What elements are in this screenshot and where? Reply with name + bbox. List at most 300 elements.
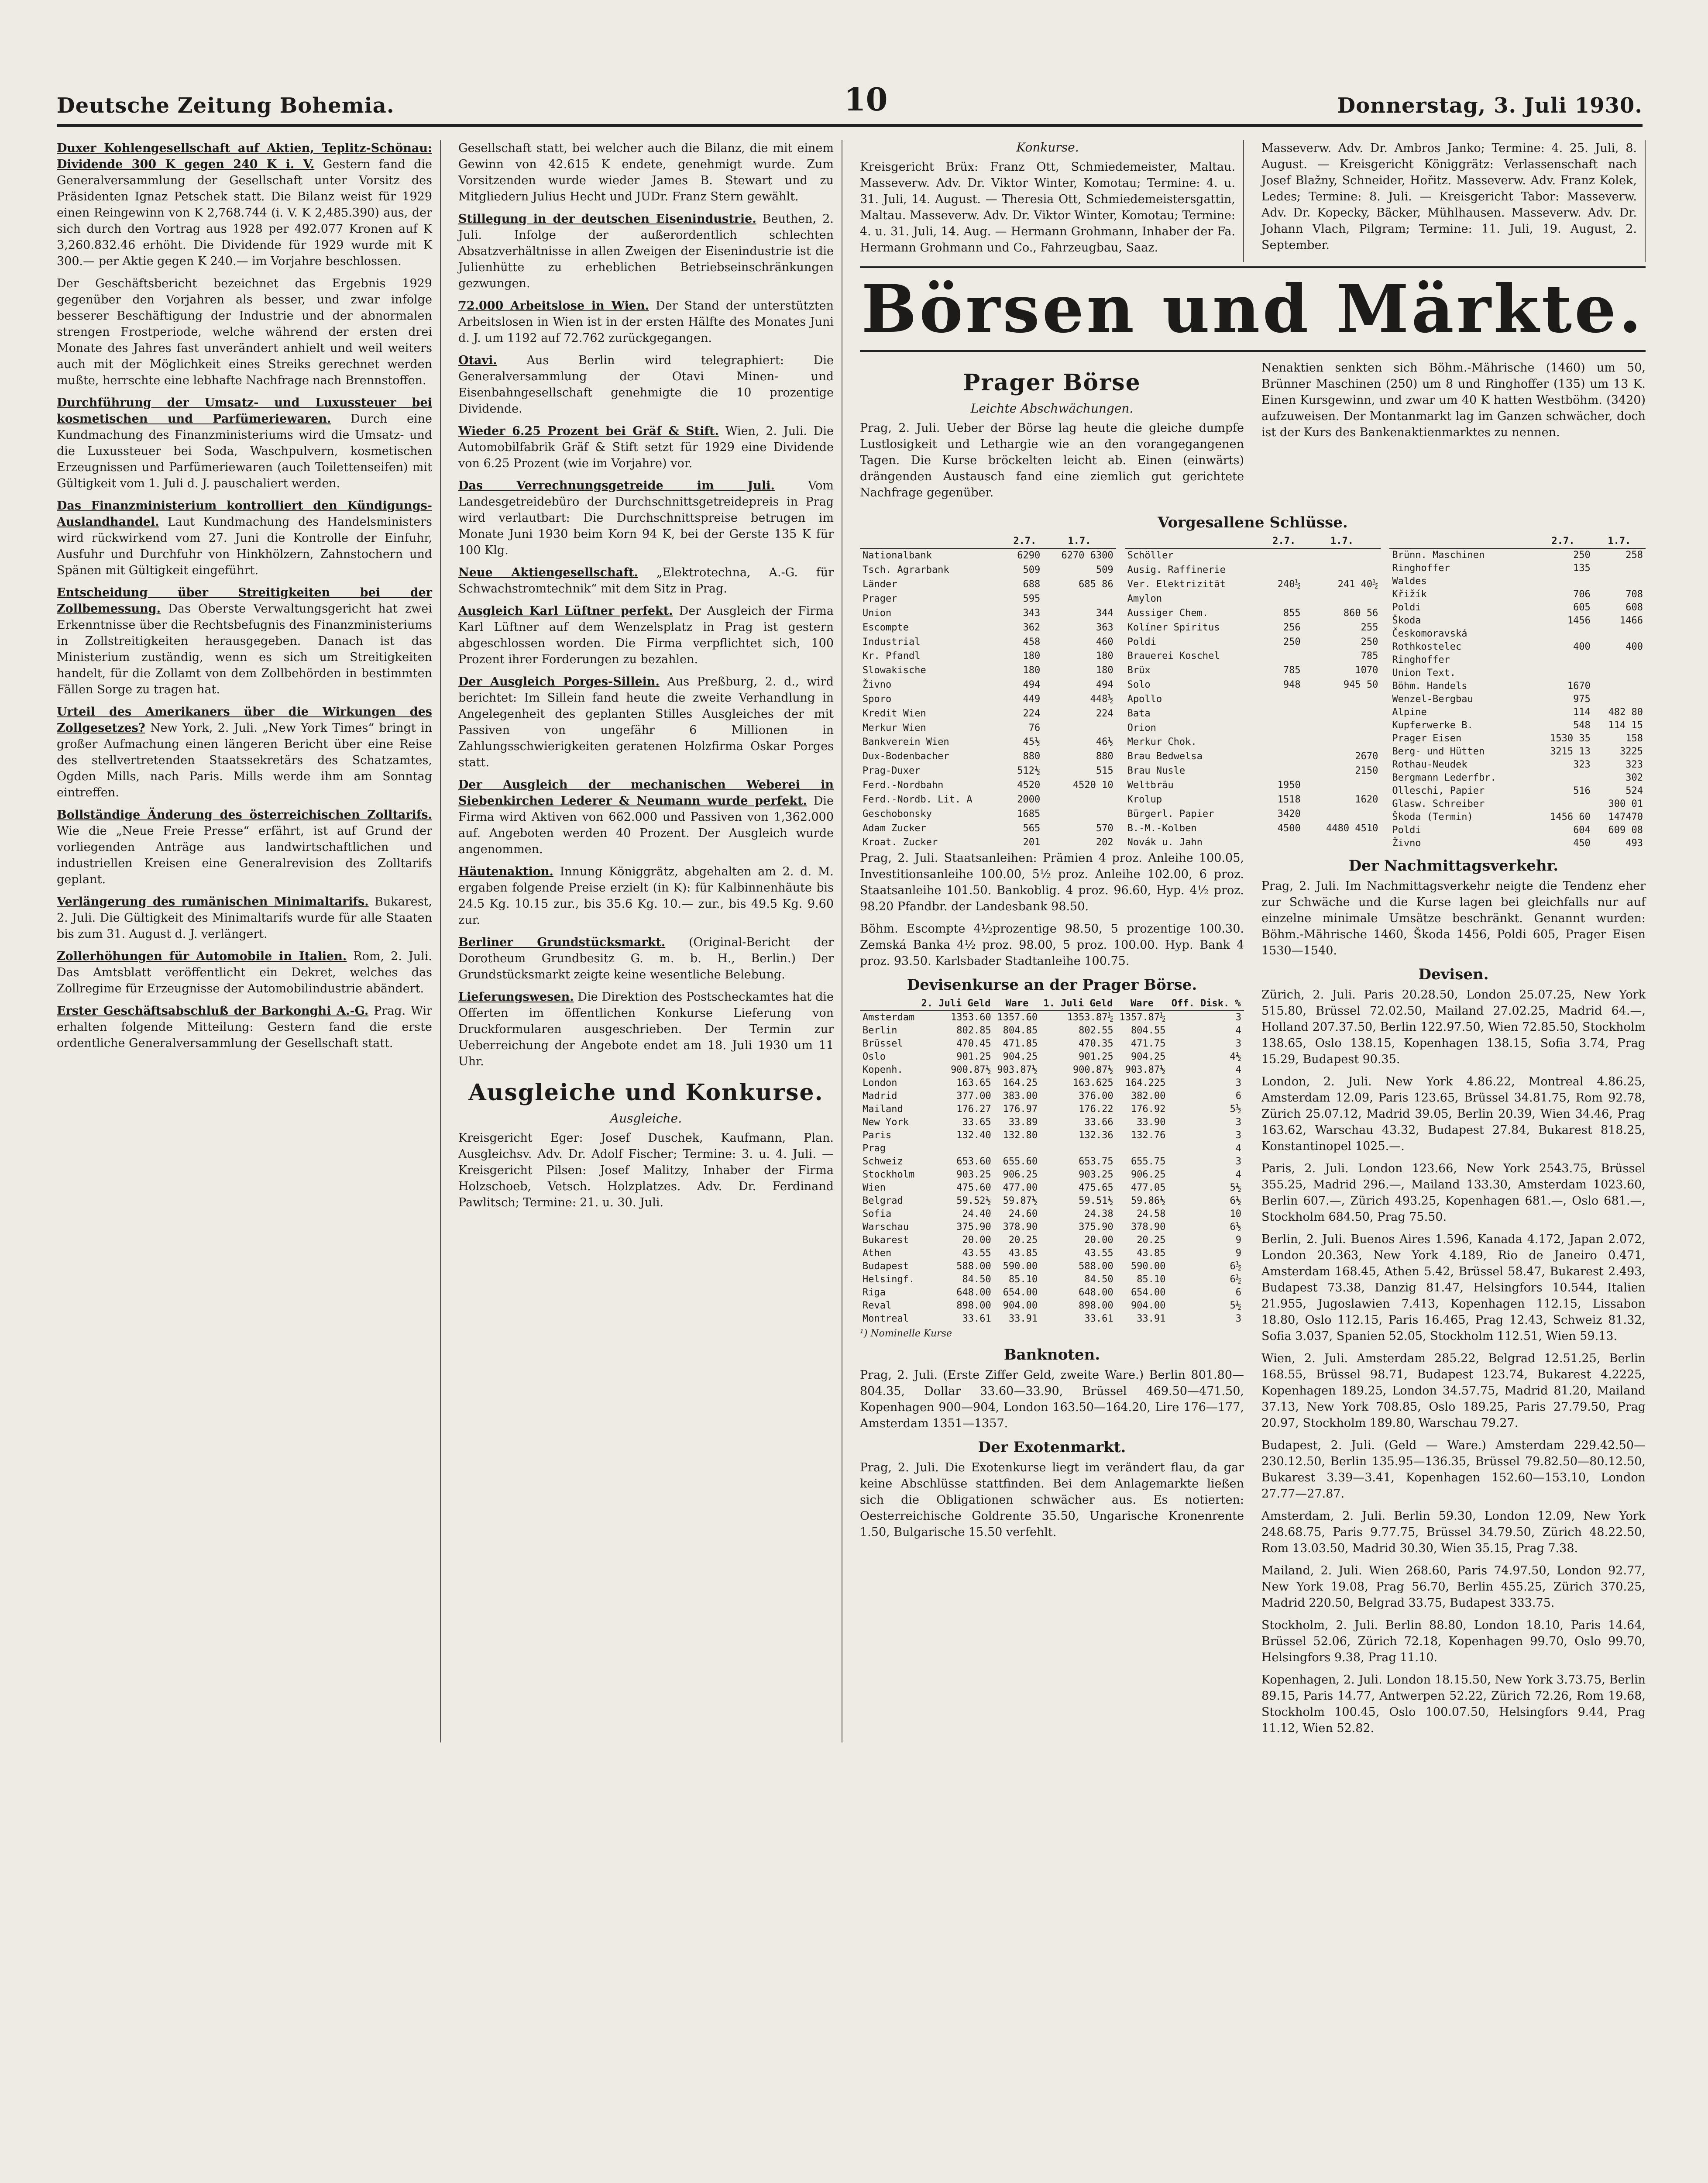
table-row — [860, 1116, 1244, 1129]
article-body: Budapest, 2. Juli. (Geld — Ware.) Amsterdam 229.42.50—230.12.50, Berlin 135.95—136.35, Brüssel 79.82.50—80.12.50, Bukarest 3.39—3.41, Kopenhagen 152.60—153.10, London 27.77—27.87. — [1261, 1439, 1646, 1501]
table-header-cell: Ware — [994, 997, 1040, 1011]
table-cell: 975 — [1573, 694, 1591, 705]
article — [57, 894, 432, 942]
column-4-top — [1261, 140, 1646, 262]
table-row — [1389, 588, 1646, 601]
article — [458, 423, 834, 472]
table-row — [860, 1273, 1244, 1286]
table-cell: 654.00 — [1131, 1287, 1166, 1298]
table-cell: 655.75 — [1131, 1156, 1166, 1167]
devisen-table — [860, 997, 1244, 1326]
table-cell: Wien — [863, 1182, 886, 1193]
table-cell: 76 — [1028, 722, 1041, 733]
table-cell — [1533, 667, 1593, 680]
article — [458, 298, 834, 346]
article — [57, 704, 432, 801]
table-row — [860, 620, 1116, 635]
table-cell — [1303, 836, 1381, 850]
table-cell: 258 — [1626, 550, 1643, 561]
table-cell: 362 — [1023, 622, 1041, 633]
table-cell: 114 — [1573, 707, 1591, 718]
table-cell: Mailand — [863, 1104, 903, 1115]
table-cell: Ausig. Raffinerie — [1127, 565, 1226, 576]
article-body: „Elektrotechna, A.-G. für Schwachstromtechnik“ mit dem Sitz in Prag. — [458, 566, 834, 596]
table-cell: 164.25 — [1003, 1078, 1038, 1088]
table-row — [1125, 649, 1381, 664]
table-cell: 6290 — [1017, 550, 1041, 561]
table-row — [1389, 680, 1646, 693]
table-cell: 250 — [1361, 636, 1378, 647]
article-headline: Häutenaktion. — [458, 865, 553, 878]
article-headline: Duxer Kohlengesellschaft auf Aktien, Teplitz-Schönau: Dividende 300 K gegen 240 K i. V. — [57, 141, 432, 171]
table-row — [1125, 578, 1381, 592]
table-row — [860, 1077, 1244, 1090]
prager-boerse-title: Prager Börse — [963, 369, 1141, 396]
table-cell: 4500 — [1277, 823, 1301, 834]
table-cell: B.-M.-Kolben — [1127, 823, 1197, 834]
table-cell: 1456 60 — [1550, 812, 1591, 823]
table-cell: 570 — [1096, 823, 1113, 834]
table-cell: Novák u. Jahn — [1127, 837, 1203, 848]
article — [57, 498, 432, 578]
table-cell: 460 — [1096, 636, 1113, 647]
table-row — [860, 1195, 1244, 1208]
article-headline: Das Finanzministerium kontrolliert den Kündigungs-Auslandhandel. — [57, 499, 432, 529]
article-headline: Stillegung in der deutschen Eisenindustrie. — [458, 212, 756, 226]
article-body: Prag, 2. Juli. Die Exotenkurse liegt im verändert flau, da gar keine Abschlüsse stattfinden. Bei dem Anlagemarkte ließen sich die Obligationen schwächer aus. Es notierten: Oesterreichische Goldrente 35.50, Ungarische Kronenrente 1.50, Bulgarische 15.50 verfehlt. — [860, 1461, 1244, 1539]
table-cell: 5½ — [1230, 1300, 1241, 1311]
page-columns — [57, 140, 1646, 1742]
table-cell: 20.00 — [962, 1235, 991, 1246]
table-header-cell — [860, 535, 1007, 548]
article-body: Zürich, 2. Juli. Paris 20.28.50, London 25.07.25, New York 515.80, Brüssel 72.02.50, Mailand 27.02.25, Madrid 64.—, Holland 207.37.50, Berlin 122.97.50, Wien 72.85.50, Stockholm 138.65, Oslo 138.15, Kopenhagen 138.15, Sofia 3.74, Prag 15.29, Budapest 90.35. — [1261, 988, 1646, 1066]
table-cell: 84.50 — [962, 1274, 991, 1285]
table-cell: 655.60 — [1003, 1156, 1038, 1167]
issue-date: Donnerstag, 3. Juli 1930. — [1337, 93, 1643, 118]
table-cell: 515 — [1096, 765, 1113, 777]
table-row — [1125, 807, 1381, 821]
table-cell: 250 — [1283, 636, 1301, 647]
table-row — [1389, 785, 1646, 798]
page-number: 10 — [844, 81, 888, 118]
table-cell: 3 — [1235, 1012, 1241, 1023]
table-cell: Athen — [863, 1248, 892, 1259]
table-cell — [1593, 680, 1646, 693]
section-banner: Börsen und Märkte. — [860, 266, 1646, 352]
table-row — [860, 578, 1116, 592]
article-headline: Bollständige Änderung des österreichischen Zolltarifs. — [57, 808, 432, 822]
table-cell: 608 — [1626, 602, 1643, 613]
article-body: Rom, 2. Juli. Das Amtsblatt veröffentlicht ein Dekret, welches das Zollregime für Erzeugnisse der Automobilindustrie abändert. — [57, 950, 433, 995]
table-cell: Adam Zucker — [863, 823, 926, 834]
table-row — [1125, 692, 1381, 707]
table-cell: Schöller — [1127, 550, 1174, 561]
table-row — [860, 1286, 1244, 1299]
article-body: Mailand, 2. Juli. Wien 268.60, Paris 74.97.50, London 92.77, New York 19.08, Prag 56.70, Berlin 455.25, Zürich 370.25, Madrid 220.50, Belgrad 33.75, Budapest 333.75. — [1261, 1564, 1646, 1610]
table-cell: 24.58 — [1137, 1209, 1166, 1219]
table-cell: Kroat. Zucker — [863, 837, 938, 848]
table-cell: 3 — [1235, 1130, 1241, 1141]
table-cell: 363 — [1096, 622, 1113, 633]
article — [458, 352, 834, 417]
table-row — [1125, 836, 1381, 850]
vorgesallene-tables — [860, 535, 1646, 850]
table-row — [1389, 693, 1646, 706]
table-cell: 20.25 — [1137, 1235, 1166, 1246]
table-cell: 524 — [1626, 785, 1643, 796]
table-cell: 4480 4510 — [1326, 823, 1378, 834]
table-cell: 653.60 — [956, 1156, 991, 1167]
article — [57, 948, 432, 997]
table-cell: 653.75 — [1079, 1156, 1113, 1167]
banknoten-title: Banknoten. — [1003, 1346, 1100, 1364]
table-cell: 378.90 — [1131, 1222, 1166, 1233]
table-cell: Brünn. Maschinen — [1392, 550, 1485, 561]
table-cell: 3 — [1235, 1078, 1241, 1088]
article-body: Kopenhagen, 2. Juli. London 18.15.50, New York 3.73.75, Berlin 89.15, Paris 14.77, Antwerpen 52.22, Zürich 72.26, Rom 19.68, Stockholm 100.45, Oslo 100.07.50, Helsingfors 9.44, Prag 11.12, Wien 52.82. — [1261, 1673, 1646, 1735]
table-cell: 376.00 — [1079, 1091, 1113, 1102]
table-row — [1125, 563, 1381, 578]
article-body: Gesellschaft statt, bei welcher auch die Bilanz, die mit einem Gewinn von 42.615 K endete, genehmigt wurde. Zum Vorsitzenden wurde wieder James B. Stewart und zu Mitgliedern Julius Hecht und JUDr. Franz Stern gewählt. — [458, 141, 834, 203]
table-row — [1389, 811, 1646, 824]
table-cell: 945 50 — [1343, 679, 1378, 691]
article-body: Wien, 2. Juli. Amsterdam 285.22, Belgrad 12.51.25, Berlin 168.55, Brüssel 98.71, Budapest 123.74, Bukarest 4.2225, Kopenhagen 189.25, London 34.57.75, Madrid 81.20, Mailand 37.13, New York 708.85, Oslo 189.25, Paris 27.79.50, Prag 20.97, Stockholm 189.80, Warschau 79.27. — [1261, 1352, 1646, 1430]
table-cell: 2000 — [1017, 794, 1041, 805]
article-body: New York, 2. Juli. „New York Times“ bringt in großer Aufmachung einen längeren Bericht über eine Reise des stellvertretenden Staatssekretärs des Schatzamtes, Ogden Mills, nach Paris. Mills werde ihm am Sonntag eintreffen. — [57, 721, 432, 799]
table-cell: Rothau-Neudek — [1392, 759, 1467, 770]
table-cell: 132.36 — [1079, 1130, 1113, 1141]
table-header-cell — [1389, 535, 1533, 548]
table-cell: Waldes — [1392, 576, 1427, 587]
table-row — [1125, 606, 1381, 620]
table-cell: Amylon — [1127, 593, 1162, 605]
table-header-cell: 1. Juli Geld — [1040, 997, 1116, 1011]
table-cell: 400 — [1573, 641, 1591, 652]
table-cell: 33.91 — [1137, 1313, 1166, 1324]
table-cell: 1670 — [1567, 681, 1591, 692]
table-cell: London — [863, 1078, 897, 1088]
table-cell: 1357.87½ — [1119, 1012, 1166, 1023]
article — [57, 807, 432, 888]
table-cell: 224 — [1096, 708, 1113, 719]
table-cell: 1530 35 — [1550, 733, 1591, 744]
table-row — [1389, 562, 1646, 575]
table-cell: 1685 — [1017, 808, 1041, 819]
table-row — [1389, 758, 1646, 771]
table-cell — [1593, 667, 1646, 680]
table-cell: 1518 — [1277, 794, 1301, 805]
table-cell: 898.00 — [1079, 1300, 1113, 1311]
table-cell: 903.87½ — [997, 1064, 1038, 1075]
table-cell: Kredit Wien — [863, 708, 926, 719]
table-cell: Riga — [863, 1287, 886, 1298]
table-cell: 180 — [1096, 651, 1113, 662]
table-cell: 224 — [1023, 708, 1041, 719]
table-cell: 59.52½ — [956, 1195, 991, 1206]
table-cell — [1533, 654, 1593, 667]
table-cell: 1620 — [1355, 794, 1378, 805]
table-row — [860, 635, 1116, 649]
table-header-cell: Ware — [1116, 997, 1168, 1011]
table-cell: Rothkostelec — [1392, 641, 1462, 652]
table-cell: 4520 10 — [1072, 780, 1113, 791]
table-cell: Merkur Chok. — [1127, 737, 1197, 748]
table-cell: Sofia — [863, 1209, 892, 1219]
table-cell: 176.92 — [1131, 1104, 1166, 1115]
table-row — [860, 778, 1116, 793]
table-cell: 785 — [1361, 651, 1378, 662]
table-header-cell: Off. Disk. % — [1168, 997, 1244, 1011]
table-cell: Oslo — [863, 1051, 886, 1062]
table-cell: 6½ — [1230, 1261, 1241, 1272]
table-cell — [1303, 548, 1381, 563]
table-cell: Bergmann Lederfbr. — [1392, 772, 1496, 783]
newspaper-name: Deutsche Zeitung Bohemia. — [57, 93, 395, 118]
table-cell: 250 — [1573, 550, 1591, 561]
table-cell: Warschau — [863, 1222, 909, 1233]
table-row — [1125, 792, 1381, 807]
article — [458, 777, 834, 857]
article — [57, 395, 432, 492]
table-cell: 471.75 — [1131, 1038, 1166, 1049]
table-cell: 804.85 — [1003, 1025, 1038, 1036]
table-cell: 84.50 — [1084, 1274, 1113, 1285]
table-cell: 323 — [1573, 759, 1591, 770]
table-row — [1125, 721, 1381, 735]
table-cell: 256 — [1283, 622, 1301, 633]
table-row — [860, 678, 1116, 692]
table-row — [1389, 627, 1646, 640]
table-cell: 382.00 — [1131, 1091, 1166, 1102]
table-cell: 85.10 — [1137, 1274, 1166, 1285]
table-cell: Stockholm — [863, 1169, 915, 1180]
markets-right-lower — [1261, 850, 1646, 1742]
table-cell: 493 — [1626, 838, 1643, 849]
table-cell: 202 — [1096, 837, 1113, 848]
table-header-cell: 2.7. — [1265, 535, 1303, 548]
table-cell: Amsterdam — [863, 1012, 915, 1023]
table-cell: 180 — [1096, 665, 1113, 676]
article-headline: Der Ausgleich Porges-Sillein. — [458, 675, 660, 689]
table-cell — [1265, 836, 1303, 850]
table-cell: 343 — [1023, 607, 1041, 619]
table-cell: 470.35 — [1079, 1038, 1113, 1049]
table-cell — [994, 1142, 1040, 1155]
article-headline: Neue Aktiengesellschaft. — [458, 566, 638, 579]
table-row — [860, 1299, 1244, 1312]
table-row — [1125, 592, 1381, 606]
table-row — [1125, 735, 1381, 750]
table-cell — [1533, 798, 1593, 811]
markets-left — [860, 360, 1244, 507]
table-cell: Helsingf. — [863, 1274, 915, 1285]
table-cell — [1043, 792, 1116, 807]
table-cell: 6 — [1235, 1287, 1241, 1298]
article-body: Amsterdam, 2. Juli. Berlin 59.30, London 12.09, New York 248.68.75, Paris 9.77.75, Brüssel 34.79.50, Zürich 48.22.50, Rom 13.03.50, Madrid 30.30, Wien 35.15, Prag 7.38. — [1261, 1509, 1646, 1555]
table-row — [860, 1090, 1244, 1103]
article-headline: Der Ausgleich der mechanischen Weberei in Siebenkirchen Lederer & Neumann wurde perfekt. — [458, 778, 834, 808]
table-cell: 1353.60 — [951, 1012, 991, 1023]
table-row — [860, 735, 1116, 750]
article — [57, 585, 432, 698]
table-cell: Bankverein Wien — [863, 737, 949, 748]
table-row — [860, 792, 1116, 807]
table-row — [1389, 745, 1646, 758]
table-cell: Berg- und Hütten — [1392, 746, 1485, 757]
article-body: Prag, 2. Juli. Staatsanleihen: Prämien 4 proz. Anleihe 100.05, Investitionsanleihe 100.00, 5½ proz. Anleihe 102.00, 6 proz. Staatsanleihe 101.50. Bankoblig. 4 proz. 96.60, Hyp. 4½ proz. 98.20 Pfandbr. der Landesbank 98.50. — [860, 851, 1244, 913]
table-cell: 708 — [1626, 589, 1643, 600]
column-2 — [458, 140, 842, 1742]
article-headline: Berliner Grundstücksmarkt. — [458, 936, 666, 949]
table-row — [1125, 778, 1381, 793]
article-body: Prag, 2. Juli. Im Nachmittagsverkehr neigte die Tendenz eher zur Schwäche und die Kurse lagen bei gleichfalls nur auf einzelne minimale Umsätze beschränkt. Genannt wurden: Böhm.-Mährische 1460, Škoda 1456, Poldi 605, Prager Eisen 1530—1540. — [1261, 879, 1646, 957]
table-row — [860, 706, 1116, 721]
table-header-cell: 2.7. — [1533, 535, 1593, 548]
table-cell: Škoda — [1392, 615, 1421, 626]
table-cell: Nationalbank — [863, 550, 932, 561]
table-cell: 3225 — [1620, 746, 1643, 757]
table-cell — [1303, 592, 1381, 606]
table-cell: 201 — [1023, 837, 1041, 848]
table-cell: Bata — [1127, 708, 1151, 719]
table-cell: 33.91 — [1008, 1313, 1038, 1324]
table-cell: 685 86 — [1079, 579, 1113, 590]
table-cell: Ver. Elektrizität — [1127, 579, 1226, 590]
article-headline: 72.000 Arbeitslose in Wien. — [458, 299, 649, 313]
table-cell — [1043, 721, 1116, 735]
table-row — [1389, 719, 1646, 732]
article-body: Bukarest, 2. Juli. Die Gültigkeit des Minimaltarifs wurde für alle Staaten bis zum 31. August d. J. verlängert. — [57, 895, 432, 941]
article-headline: Erster Geschäftsabschluß der Barkonghi A.-G. — [57, 1004, 369, 1018]
table-cell: Escompte — [863, 622, 909, 633]
article — [458, 603, 834, 668]
table-cell: 2150 — [1355, 765, 1378, 777]
table-cell: 1466 — [1620, 615, 1643, 626]
vorgesallene-title: Vorgesallene Schlüsse. — [1158, 514, 1348, 531]
article-body: Gestern fand die Generalversammlung der Gesellschaft unter Vorsitz des Präsidenten Ignaz Petschek statt. Die Bilanz weist für 1929 einen Reingewinn von K 2,768.744 (i. V. K 2,485.390) aus, der sich durch den Vortrag aus 1928 per 492.077 Kronen auf K 3,260.832.46 erhöht. Die Dividende für 1929 wurde mit K 300.— per Aktie gegen K 240.— im Vorjahre beschlossen. — [57, 158, 433, 268]
table-cell: 605 — [1573, 602, 1591, 613]
table-cell: 4 — [1235, 1064, 1241, 1075]
table-cell: 470.45 — [956, 1038, 991, 1049]
devisenkurse-title: Devisenkurse an der Prager Börse. — [907, 976, 1197, 994]
article-headline: Das Verrechnungsgetreide im Juli. — [458, 479, 775, 492]
table-cell — [1593, 562, 1646, 575]
table-cell: 860 56 — [1343, 607, 1378, 619]
table-header-cell: 2.7. — [1007, 535, 1043, 548]
table-row — [860, 1142, 1244, 1155]
article-body: Innung Königgrätz, abgehalten am 2. d. M. ergaben folgende Preise erzielt (in K): für Kalbinnenhäute bis 24.5 Kg. 10.15 zur., bis 35.6 Kg. 10.— zur., bis 49.5 Kg. 9.60 zur. — [458, 865, 834, 927]
article-headline: Ausgleich Karl Lüftner perfekt. — [458, 604, 673, 618]
table-cell: 240½ — [1277, 579, 1301, 590]
table-cell: 494 — [1096, 679, 1113, 691]
article-headline: Zollerhöhungen für Automobile in Italien. — [57, 950, 347, 963]
table-cell: 903.25 — [1079, 1169, 1113, 1180]
table-cell: Kr. Pfandl — [863, 651, 921, 662]
table-cell: 6½ — [1230, 1195, 1241, 1206]
table-cell: 46½ — [1096, 737, 1113, 748]
table-cell — [1533, 575, 1593, 588]
table-cell: Ferd.-Nordbahn — [863, 780, 944, 791]
table-cell: 548 — [1573, 720, 1591, 731]
table-cell: Aussiger Chem. — [1127, 607, 1209, 619]
table-cell: 59.86½ — [1131, 1195, 1166, 1206]
article — [458, 864, 834, 928]
table-row — [1125, 706, 1381, 721]
table-cell: Prager — [863, 593, 897, 605]
table-cell: 512½ — [1017, 765, 1041, 777]
table-cell: Madrid — [863, 1091, 897, 1102]
table-cell — [1265, 750, 1303, 764]
table-row — [860, 606, 1116, 620]
table-cell: Sporo — [863, 693, 892, 705]
article-headline: Verlängerung des rumänischen Minimaltarifs. — [57, 895, 369, 909]
table-cell: Ringhoffer — [1392, 563, 1450, 574]
table-cell: Kupferwerke B. — [1392, 720, 1473, 731]
table-row — [860, 1024, 1244, 1037]
article-body: Laut Kundmachung des Handelsministers wird rückwirkend vom 27. Juni die Kontrolle der Einfuhr, Ausfuhr und Durchfuhr von Hinkhölzern, Zahnstochern und Spänen mit Gültigkeit eingeführt. — [57, 515, 432, 577]
table-cell — [1043, 592, 1116, 606]
table-header-cell: 1.7. — [1303, 535, 1381, 548]
table-row — [860, 1155, 1244, 1168]
table-cell: 648.00 — [1079, 1287, 1113, 1298]
article-body: Nenaktien senkten sich Böhm.-Mährische (1460) um 50, Brünner Maschinen (250) um 8 und Ringhoffer (135) um 13 K. Einen Kursgewinn, und zwar um 40 K hatten Westböhm. (3420) aufzuweisen. Der Montanmarkt lag im Ganzen schwächer, doch ist der Kurs des Bankenaktienmarktes zu nennen. — [1261, 361, 1646, 439]
table-cell: Reval — [863, 1300, 892, 1311]
table-cell: Živno — [1392, 838, 1421, 849]
table-cell: 375.90 — [1079, 1222, 1113, 1233]
table-cell: 471.85 — [1003, 1038, 1038, 1049]
article-body: Paris, 2. Juli. London 123.66, New York 2543.75, Brüssel 355.25, Madrid 296.—, Mailand 133.30, Amsterdam 1023.60, Berlin 607.—, Zürich 493.25, Kopenhagen 681.—, Oslo 681.—, Stockholm 684.50, Prag 75.50. — [1261, 1162, 1646, 1224]
table-row — [1389, 706, 1646, 719]
table-cell: 176.22 — [1079, 1104, 1113, 1115]
table-cell: 880 — [1023, 751, 1041, 762]
table-cell: 1070 — [1355, 665, 1378, 676]
table-cell: Schweiz — [863, 1156, 903, 1167]
table-cell: 45½ — [1023, 737, 1041, 748]
table-row — [860, 721, 1116, 735]
exotenmarkt-title: Der Exotenmarkt. — [978, 1439, 1126, 1456]
table-cell: Dux-Bodenbacher — [863, 751, 949, 762]
table-cell: Kopenh. — [863, 1064, 903, 1075]
table-cell: 903.87½ — [1125, 1064, 1166, 1075]
table-row — [860, 1247, 1244, 1260]
table-header-cell: 2. Juli Geld — [918, 997, 994, 1011]
nachmittags-title: Der Nachmittagsverkehr. — [1348, 857, 1559, 875]
table-row — [1125, 678, 1381, 692]
table-cell: 163.625 — [1072, 1078, 1113, 1088]
table-cell: 6 — [1235, 1091, 1241, 1102]
table-cell: 164.225 — [1125, 1078, 1166, 1088]
article-headline: Otavi. — [458, 354, 497, 367]
article-body: Stockholm, 2. Juli. Berlin 88.80, London 18.10, Paris 14.64, Brüssel 52.06, Zürich 72.18, Kopenhagen 99.70, Oslo 99.70, Helsingfors 9.38, Prag 11.10. — [1261, 1618, 1646, 1664]
table-cell: 900.87½ — [1072, 1064, 1113, 1075]
table-cell — [1303, 721, 1381, 735]
article-body: Böhm. Escompte 4½prozentige 98.50, 5 prozentige 100.30. Zemská Banka 4½ proz. 98.00, 5 proz. 100.00. Hyp. Bank 4 proz. 93.50. Karlsbader Stadtanleihe 100.75. — [860, 922, 1244, 968]
table-cell: 43.55 — [1084, 1248, 1113, 1259]
table-cell — [1043, 807, 1116, 821]
table-cell: 43.55 — [962, 1248, 991, 1259]
table-cell: 477.00 — [1003, 1182, 1038, 1193]
table-row — [1389, 614, 1646, 627]
table-cell: 1357.60 — [997, 1012, 1038, 1023]
table-cell — [1533, 627, 1593, 640]
table-row — [1389, 667, 1646, 680]
table-cell: Kolíner Spiritus — [1127, 622, 1220, 633]
table-cell: Prager Eisen — [1392, 733, 1462, 744]
table-cell: 9 — [1235, 1235, 1241, 1246]
table-head-row — [1389, 535, 1646, 548]
article-headline: Urteil des Amerikaners über die Wirkungen des Zollgesetzes? — [57, 705, 432, 735]
table-cell: Union Text. — [1392, 668, 1456, 678]
